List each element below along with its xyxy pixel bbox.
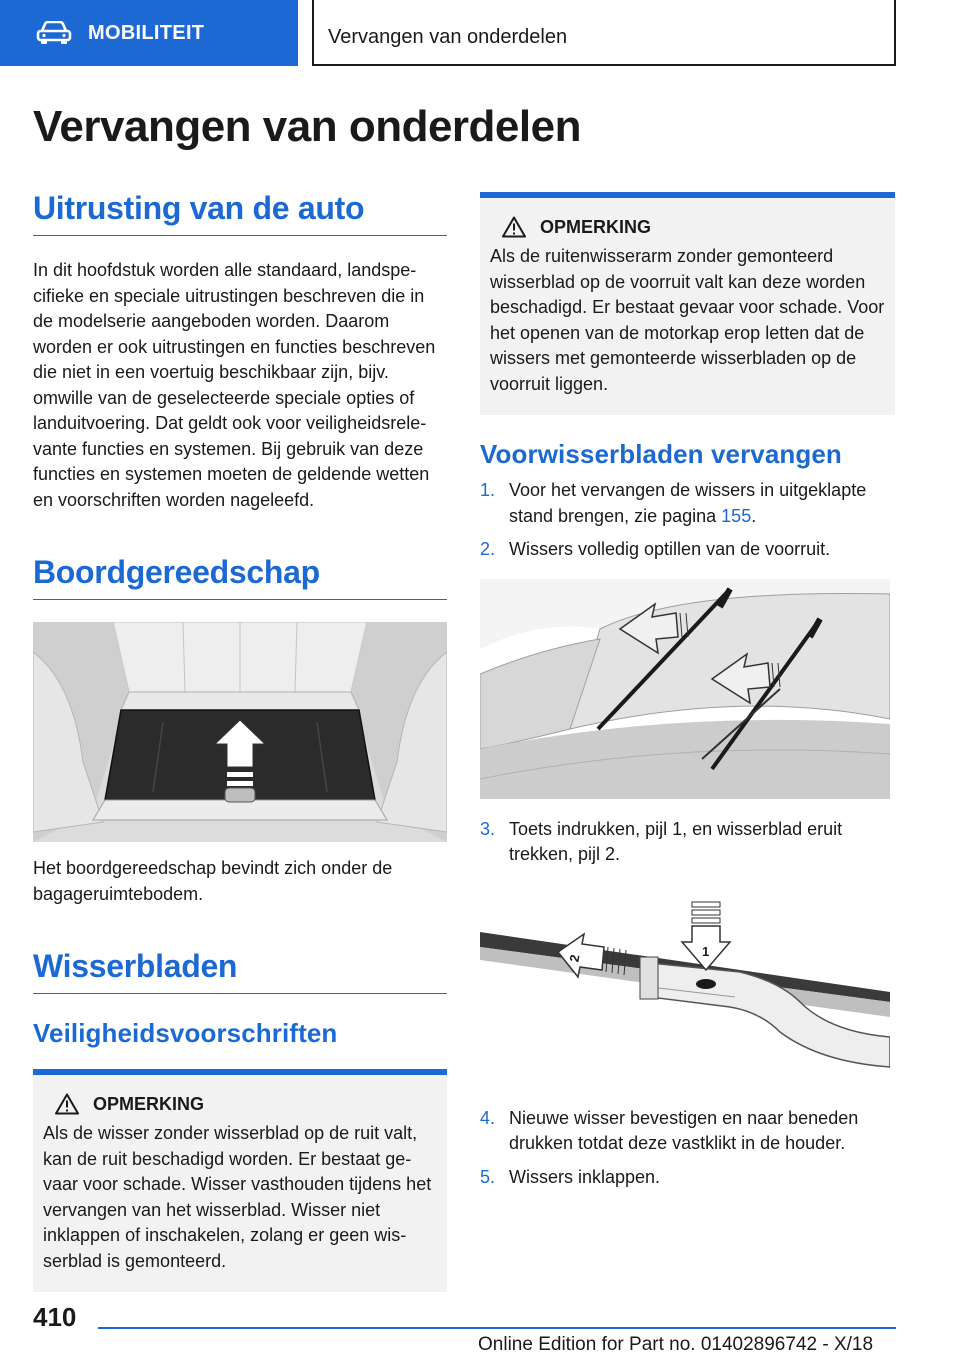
step-text: Wissers inklappen. <box>509 1166 661 1187</box>
steps-list-a <box>480 478 895 563</box>
toolkit-caption: Het boordgereedschap bevindt zich onder de bagageruimtebodem. <box>33 858 393 904</box>
step-text: Voor het vervangen de wissers in uitgeklapte stand brengen, zie pagina 155. <box>509 480 867 526</box>
section-label: MOBILITEIT <box>88 21 205 44</box>
step-text: Nieuwe wisser bevestigen en naar beneden drukken totdat deze vastklikt in de houder. <box>509 1107 859 1153</box>
steps-list-c <box>480 1106 895 1191</box>
right-column <box>480 192 895 1190</box>
step-number: 4. <box>480 1107 496 1128</box>
section-tab-mobility[interactable] <box>0 0 298 66</box>
steps-list-b <box>480 817 895 868</box>
equipment-paragraph: In dit hoofdstuk worden alle standaard, landspecifieke en speciale uitrustingen beschreven die in de modelserie aangeboden worden. Daarom worden er ook uitrustingen en functies beschreven die niet in een voertuig beschikbaar zijn, bijv. omwille van de geselecteerde speciale opties of landuitvoering. Dat geldt ook voor veiligheidsrelevante functies en systemen. Bij gebruik van deze functies en systemen moeten de geldende wetten en voorschriften worden nageleefd. <box>33 260 436 510</box>
heading-equipment: Uitrusting van de auto <box>33 190 447 236</box>
chapter-label: Vervangen van onderdelen <box>328 26 568 48</box>
arrow-2-label: 2 <box>566 952 583 963</box>
arrow-1-label: 1 <box>702 943 710 959</box>
heading-safety: Veiligheidsvoorschriften <box>33 1018 338 1048</box>
warning-triangle-icon <box>502 216 526 238</box>
step-number: 5. <box>480 1166 496 1187</box>
note-text: Als de wisser zonder wisserblad op de ruit valt, kan de ruit beschadigd worden. Er bestaat gevaar voor schade. Wisser vasthouden tijdens het vervangen van het wisserblad. Wisser niet inklappen of inschakelen, zolang er geen wisserblad is gemonteerd. <box>43 1123 432 1271</box>
note-title: OPMERKING <box>93 1093 205 1114</box>
list-item <box>480 1165 895 1191</box>
page-number: 410 <box>33 1302 77 1332</box>
car-icon <box>36 21 72 45</box>
step-number: 2. <box>480 539 496 559</box>
warning-triangle-icon <box>55 1093 79 1115</box>
heading-toolkit: Boordgereedschap <box>33 554 447 600</box>
step-text: Wissers volledig optillen van de voorruit. <box>509 539 831 559</box>
heading-replace-wipers: Voorwisserbladen vervangen <box>480 439 842 469</box>
list-item <box>480 537 895 563</box>
step-number: 1. <box>480 480 496 500</box>
left-column <box>33 190 447 1292</box>
list-item <box>480 817 895 868</box>
heading-wiper-blades: Wisserbladen <box>33 948 447 994</box>
warning-note-1 <box>33 1069 447 1292</box>
note-title: OPMERKING <box>540 216 652 237</box>
step-number: 3. <box>480 818 496 839</box>
footer-divider <box>98 1327 896 1329</box>
page-link[interactable]: 155 <box>721 505 752 526</box>
wiper-release-illustration <box>480 892 890 1092</box>
raised-wipers-illustration <box>480 579 890 799</box>
chapter-header <box>312 0 896 66</box>
note-text: Als de ruitenwisserarm zonder gemonteerd wisserblad op de voorruit valt kan deze worden beschadigd. Er bestaat gevaar voor schade. Voor het openen van de motorkap erop letten dat de wissers met gemonteerde wisserbladen op de voorruit liggen. <box>490 246 885 394</box>
step-text: Toets indrukken, pijl 1, en wisserblad eruit trekken, pijl 2. <box>509 818 843 864</box>
trunk-toolkit-illustration <box>33 622 447 842</box>
page-title: Vervangen van onderdelen <box>33 102 581 151</box>
footer-edition: Online Edition for Part no. 01402896742 - X/18 <box>478 1334 874 1355</box>
warning-note-2 <box>480 192 895 415</box>
list-item <box>480 1106 895 1157</box>
list-item <box>480 478 895 529</box>
